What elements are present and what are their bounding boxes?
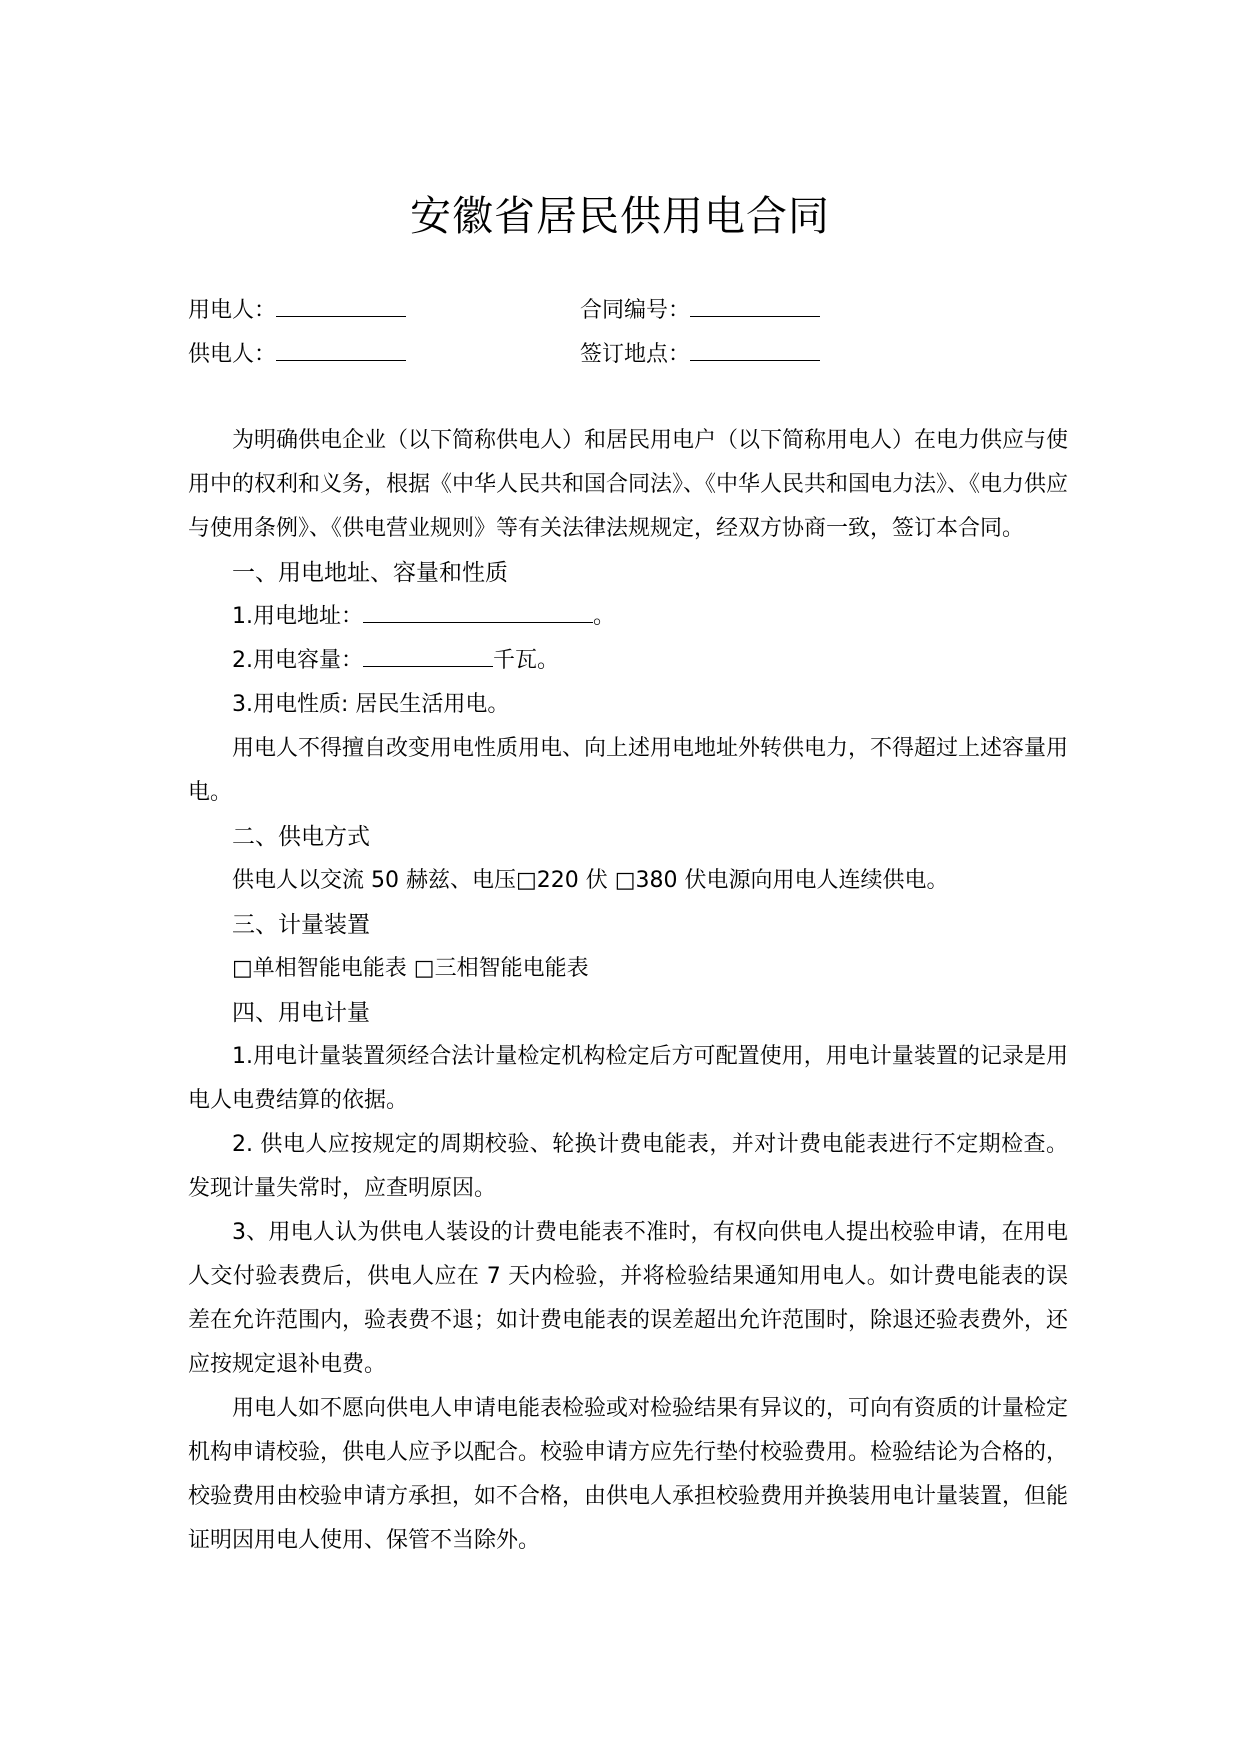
contract-body [188,419,1068,1563]
address-blank[interactable] [363,600,593,623]
user-blank[interactable] [276,294,406,317]
section-2-heading: 二、供电方式 [232,824,370,850]
usage-note: 用电人不得擅自改变用电性质用电、向上述用电地址外转供电力，不得超过上述容量用电。 [188,736,1069,805]
metering-paragraph-4: 用电人如不愿向供电人申请电能表检验或对检验结果有异议的，可向有资质的计量检定机构申请校验，供电人应予以配合。校验申请方应先行垫付校验费用。检验结论为合格的，校验费用由校验申请方承担，如不合格，由供电人承担校验费用并换装用电计量装置，但能证明因用电人使用、保管不当除外。 [188,1396,1069,1553]
contract-no-field [580,294,820,326]
metering-paragraph-3: 3、用电人认为供电人装设的计费电能表不准时，有权向供电人提出校验申请，在用电人交付验表费后，供电人应在 7 天内检验，并将检验结果通知用电人。如计费电能表的误差在允许范围内，验表费不退；如计费电能表的误差超出允许范围时，除退还验表费外，还应按规定退补电费。 [188,1220,1069,1377]
address-line [188,595,1068,639]
contract-no-blank[interactable] [690,294,820,317]
place-field [580,338,820,370]
user-label: 用电人： [188,298,277,323]
user-field [188,294,406,326]
section-4-heading: 四、用电计量 [232,1000,370,1026]
document-title: 安徽省居民供用电合同 [410,192,830,240]
capacity-unit: 千瓦。 [493,648,560,673]
section-1-heading: 一、用电地址、容量和性质 [232,560,508,586]
address-label: 1.用电地址： [232,604,363,629]
capacity-blank[interactable] [363,644,493,667]
supply-method-text: 供电人以交流 50 赫兹、电压□220 伏 □380 伏电源向用电人连续供电。 [232,868,949,893]
supplier-blank[interactable] [276,338,406,361]
nature-line: 3.用电性质: 居民生活用电。 [232,692,510,717]
supplier-label: 供电人： [188,342,277,367]
metering-paragraph-1: 1.用电计量装置须经合法计量检定机构检定后方可配置使用，用电计量装置的记录是用电人电费结算的依据。 [188,1044,1068,1113]
capacity-label: 2.用电容量： [232,648,363,673]
address-suffix: 。 [593,604,616,629]
supplier-field [188,338,406,370]
place-blank[interactable] [690,338,820,361]
metering-paragraph-2: 2. 供电人应按规定的周期校验、轮换计费电能表，并对计费电能表进行不定期检查。发现计量失常时，应查明原因。 [188,1132,1068,1201]
contract-no-label: 合同编号： [580,298,691,323]
place-label: 签订地点： [580,342,691,367]
capacity-line [188,639,1068,683]
intro-paragraph: 为明确供电企业（以下简称供电人）和居民用电户（以下简称用电人）在电力供应与使用中的权利和义务，根据《中华人民共和国合同法》、《中华人民共和国电力法》、《电力供应与使用条例》、《供电营业规则》等有关法律法规规定，经双方协商一致，签订本合同。 [188,428,1069,541]
section-3-heading: 三、计量装置 [232,912,370,938]
meter-options: □单相智能电能表 □三相智能电能表 [232,956,589,981]
